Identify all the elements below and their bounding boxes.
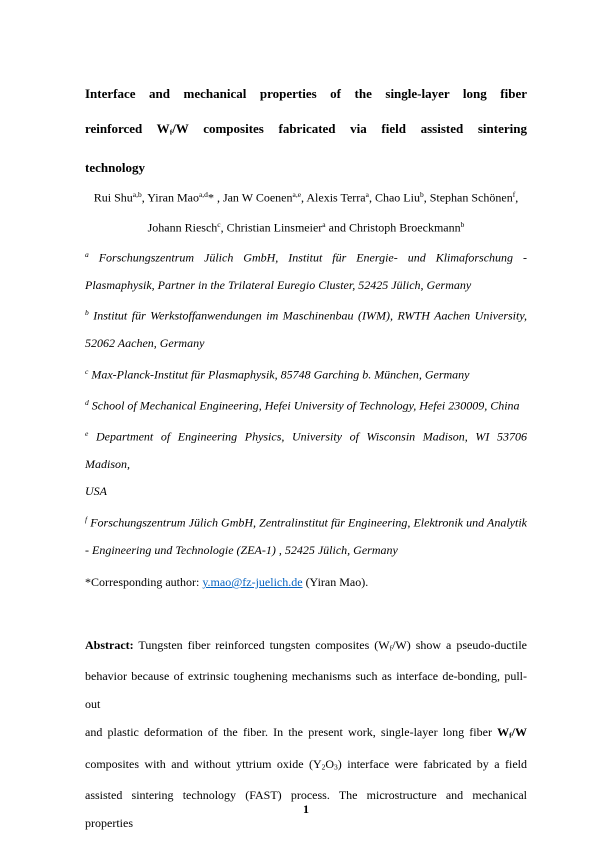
email-link[interactable]: y.mao@fz-juelich.de [202,575,303,589]
text-segment: behavior because of extrinsic toughening mechanisms such as interface de-bonding, pull-out [85,669,527,711]
text-segment: , Yiran Mao [141,190,199,204]
text-segment: Johann Riesch [147,220,218,235]
text-segment: O [325,756,335,771]
affiliation-e [85,420,527,506]
affiliation-d [85,389,527,420]
text-line [85,478,527,506]
text-line [85,358,527,389]
seg-b: Abstract: [85,637,134,652]
seg-sup: f [85,514,88,524]
text-line [85,330,527,358]
text-line [85,420,527,479]
text-segment: assisted sintering technology (FAST) process. The microstructure and mechanical properties [85,788,527,830]
page-content [0,76,612,837]
text-line [85,506,527,537]
seg-sup: a [365,189,369,199]
text-segment: , Alexis Terra [301,190,366,204]
text-line [85,718,527,750]
text-segment: Forschungszentrum Jülich GmbH, Zentralinstitut für Engineering, Elektronik und Analytik [87,515,527,529]
text-segment: Tungsten fiber reinforced tungsten composites (W [133,637,390,652]
text-line [85,211,527,242]
affiliation-a [85,241,527,300]
text-segment: Department of Engineering Physics, University of Wisconsin Madison, WI 53706 Madison, [85,429,527,471]
text-segment: /W) show a pseudo-ductile [392,637,527,652]
seg-sub: f [169,127,173,137]
paper-title [85,76,527,185]
text-segment: Institut für Werkstoffanwendungen im Maschinenbau (IWM), RWTH Aachen University, [88,308,527,323]
seg-sup: d [85,397,89,407]
text-line [85,750,527,782]
text-segment: 52062 Aachen, Germany [85,336,205,350]
affiliation-f [85,506,527,565]
text-line [85,76,527,111]
text-segment: composites with and without yttrium oxide (Y [85,756,322,771]
seg-sub: f [389,643,393,652]
text-line [85,389,527,420]
text-segment: /W composites fabricated via field assisted sintering [172,121,527,136]
seg-sup: a,b [132,189,142,199]
text-segment: Forschungszentrum Jülich GmbH, Institut für Energie- und Klimaforschung - [88,250,527,264]
text-segment: Interface and mechanical properties of the single-layer long fiber [85,86,527,101]
text-segment: *Corresponding author: [85,575,203,589]
text-segment: , [515,190,519,204]
seg-sup: b [419,189,424,199]
text-line [85,299,527,330]
seg-sup: a [322,220,326,229]
seg-b: /W [511,725,527,739]
text-line [85,272,527,300]
text-line [85,181,527,212]
text-line [85,111,527,150]
seg-sup: c [85,366,89,376]
text-line [85,537,527,565]
seg-sup: a,e [292,189,302,199]
text-line [85,631,527,663]
corresponding-author [85,569,527,597]
seg-sup: e [85,428,89,438]
text-segment: Max-Planck-Institut für Plasmaphysik, 85748 Garching b. München, Germany [88,367,470,381]
seg-sub: 2 [321,762,326,771]
seg-b: W [497,725,510,739]
author-list [85,181,527,242]
text-segment: , Stephan Schönen [423,190,513,204]
seg-sup: a [85,249,89,259]
document-page [0,76,612,868]
text-segment: * , Jan W Coenen [207,190,293,204]
text-line [85,569,527,597]
seg-sup: c [217,220,221,229]
affiliations [85,241,527,565]
text-segment: , Chao Liu [368,190,420,204]
text-segment: technology [85,159,145,175]
text-line [85,150,527,185]
affiliation-b [85,299,527,358]
seg-sub: 3 [334,762,338,771]
text-segment: - Engineering und Technologie (ZEA-1) , 52425 Jülich, Germany [85,542,398,557]
seg-sup: f [512,189,516,199]
text-segment: Plasmaphysik, Partner in the Trilateral Euregio Cluster, 52425 Jülich, Germany [85,277,472,292]
text-line [85,662,527,718]
text-segment: , Christian Linsmeier [220,220,323,235]
seg-bsub: f [509,730,512,740]
affiliation-c [85,358,527,389]
text-line [85,241,527,272]
page-number: 1 [303,802,309,816]
seg-sup: b [85,308,89,317]
text-segment: and Christoph Broeckmann [325,220,461,235]
text-segment: USA [85,484,107,498]
seg-sup: a,d [198,189,208,199]
text-segment: and plastic deformation of the fiber. In the present work, single-layer long fiber [85,725,498,739]
text-segment: ) interface were fabricated by a field [337,756,527,771]
text-segment: (Yiran Mao). [302,575,369,589]
seg-sup: b [460,220,465,229]
text-segment: Rui Shu [93,190,133,204]
text-segment: School of Mechanical Engineering, Hefei University of Technology, Hefei 230009, China [88,398,520,412]
text-segment: reinforced W [85,121,170,136]
